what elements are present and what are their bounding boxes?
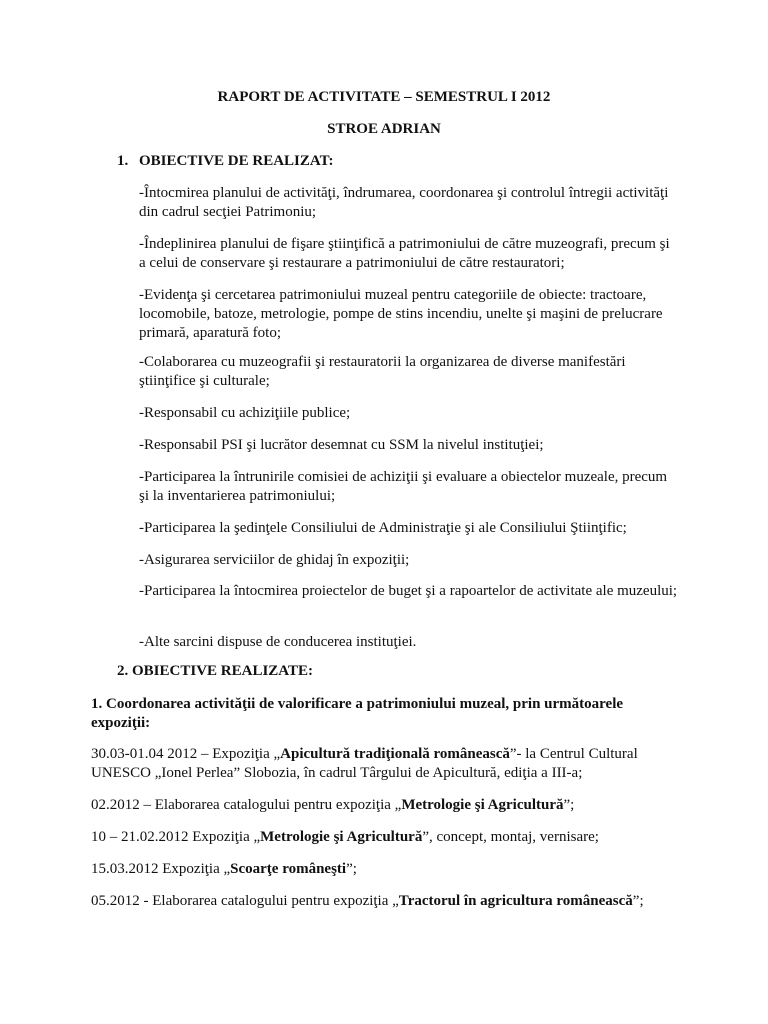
objective-item: -Participarea la şedinţele Consiliului de Administraţie şi ale Consiliului Ştiinţific; (139, 520, 627, 536)
section-2-subheading: 1. Coordonarea activităţii de valorificare a patrimoniului muzeal, prin următoarele expoziţii: (91, 696, 624, 731)
objective-item: -Îndeplinirea planului de fişare ştiinţifică a patrimoniului de către muzeografi, precum şi a celui de conservare şi restaurare a patrimoniului de către restauratori; (139, 236, 670, 271)
objective-item: -Responsabil PSI şi lucrător desemnat cu SSM la nivelul instituţiei; (139, 437, 544, 453)
exhibition-entry: 02.2012 – Elaborarea catalogului pentru expoziţia „Metrologie şi Agricultură”; (91, 797, 575, 813)
exhibition-entry: 05.2012 - Elaborarea catalogului pentru expoziţia „Tractorul în agricultura românească”; (91, 893, 644, 909)
objective-item: -Participarea la întrunirile comisiei de achiziţii şi evaluare a obiectelor muzeale, precum şi la inventarierea patrimoniului; (139, 469, 668, 504)
objective-item: -Evidenţa şi cercetarea patrimoniului muzeal pentru categoriile de obiecte: tractoare, locomobile, batoze, metrologie, pompe de stins incendiu, unelte şi maşini de prelucrare primară, aparatură foto; (139, 287, 663, 341)
section-1-heading (117, 152, 334, 171)
document-author: STROE ADRIAN (327, 121, 441, 137)
exhibition-name: Metrologie şi Agricultură (260, 829, 423, 845)
exhibition-entry: 10 – 21.02.2012 Expoziţia „Metrologie şi Agricultură”, concept, montaj, vernisare; (91, 829, 599, 845)
document-title: RAPORT DE ACTIVITATE – SEMESTRUL I 2012 (217, 89, 551, 105)
objective-item: -Participarea la întocmirea proiectelor de buget şi a rapoartelor de activitate ale muzeului; (139, 583, 678, 599)
objective-item: -Asigurarea serviciilor de ghidaj în expoziţii; (139, 552, 410, 568)
exhibition-entry: 15.03.2012 Expoziţia „Scoarţe româneşti”; (91, 861, 357, 877)
exhibition-entry: 30.03-01.04 2012 – Expoziţia „Apicultură tradiţională românească”- la Centrul Cultural UNESCO „Ionel Perlea” Slobozia, în cadrul Târgului de Apicultură, ediţia a III-a; (91, 746, 638, 781)
section-1-number: 1. (117, 153, 129, 169)
section-1-title: OBIECTIVE DE REALIZAT: (139, 153, 334, 169)
objective-item: -Alte sarcini dispuse de conducerea instituţiei. (139, 634, 417, 650)
exhibition-name: Scoarţe româneşti (230, 861, 347, 877)
section-2-heading: 2. OBIECTIVE REALIZATE: (117, 663, 314, 679)
objective-item: -Colaborarea cu muzeografii şi restauratorii la organizarea de diverse manifestări ştiinţifice şi culturale; (139, 354, 626, 389)
objective-item: -Responsabil cu achiziţiile publice; (139, 405, 351, 421)
exhibition-name: Metrologie şi Agricultură (401, 797, 564, 813)
exhibition-name: Tractorul în agricultura românească (398, 893, 633, 909)
exhibition-name: Apicultură tradiţională românească (280, 746, 510, 762)
objective-item: -Întocmirea planului de activităţi, îndrumarea, coordonarea şi controlul întregii activităţi din cadrul secţiei Patrimoniu; (139, 185, 669, 220)
